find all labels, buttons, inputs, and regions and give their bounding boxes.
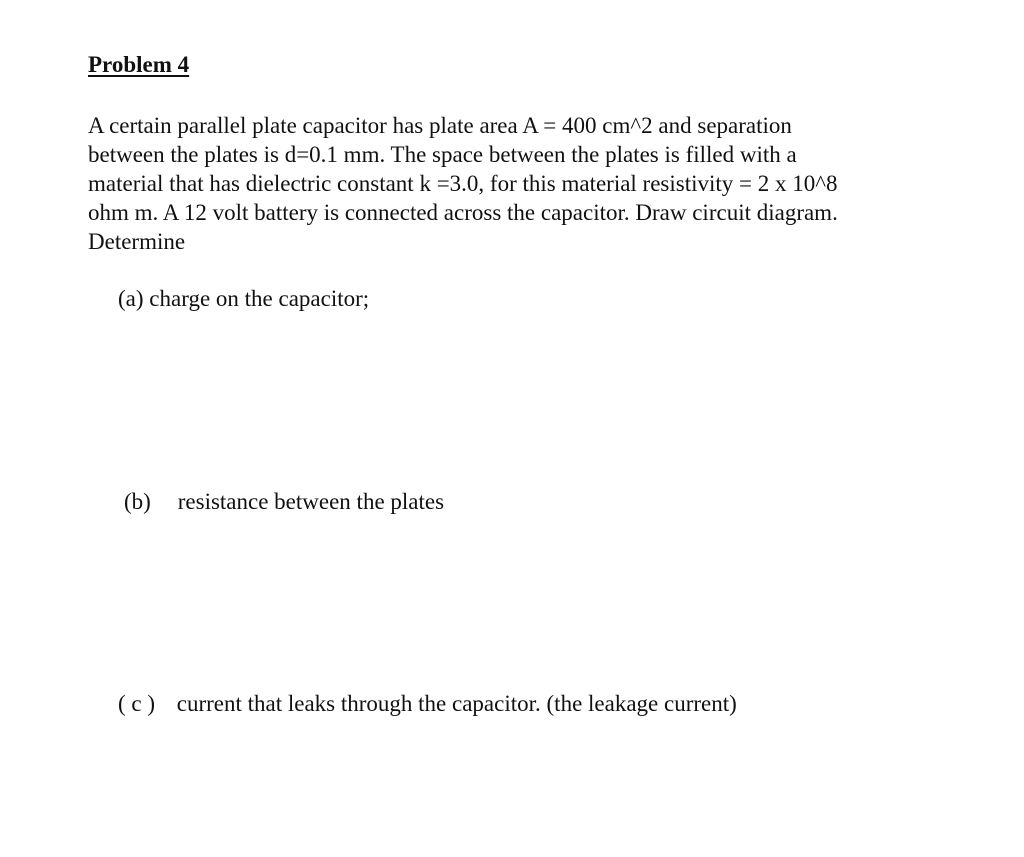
part-c	[118, 691, 737, 717]
problem-statement	[88, 111, 928, 256]
part-c-text: current that leaks through the capacitor. (the leakage current)	[176, 691, 737, 716]
part-b	[124, 489, 444, 515]
statement-line: ohm m. A 12 volt battery is connected across the capacitor. Draw circuit diagram.	[88, 200, 838, 225]
part-a	[118, 286, 369, 312]
part-a-text: charge on the capacitor;	[149, 286, 370, 311]
statement-line: between the plates is d=0.1 mm. The space between the plates is filled with a	[88, 142, 797, 167]
part-c-label: ( c )	[118, 691, 156, 716]
statement-line: A certain parallel plate capacitor has plate area A = 400 cm^2 and separation	[88, 113, 792, 138]
part-b-text: resistance between the plates	[177, 489, 445, 514]
part-a-label: (a)	[118, 286, 144, 311]
problem-title: Problem 4	[88, 52, 190, 77]
statement-line: material that has dielectric constant k =3.0, for this material resistivity = 2 x 10^8	[88, 171, 838, 196]
statement-line: Determine	[88, 229, 186, 254]
part-b-label: (b)	[124, 489, 151, 514]
